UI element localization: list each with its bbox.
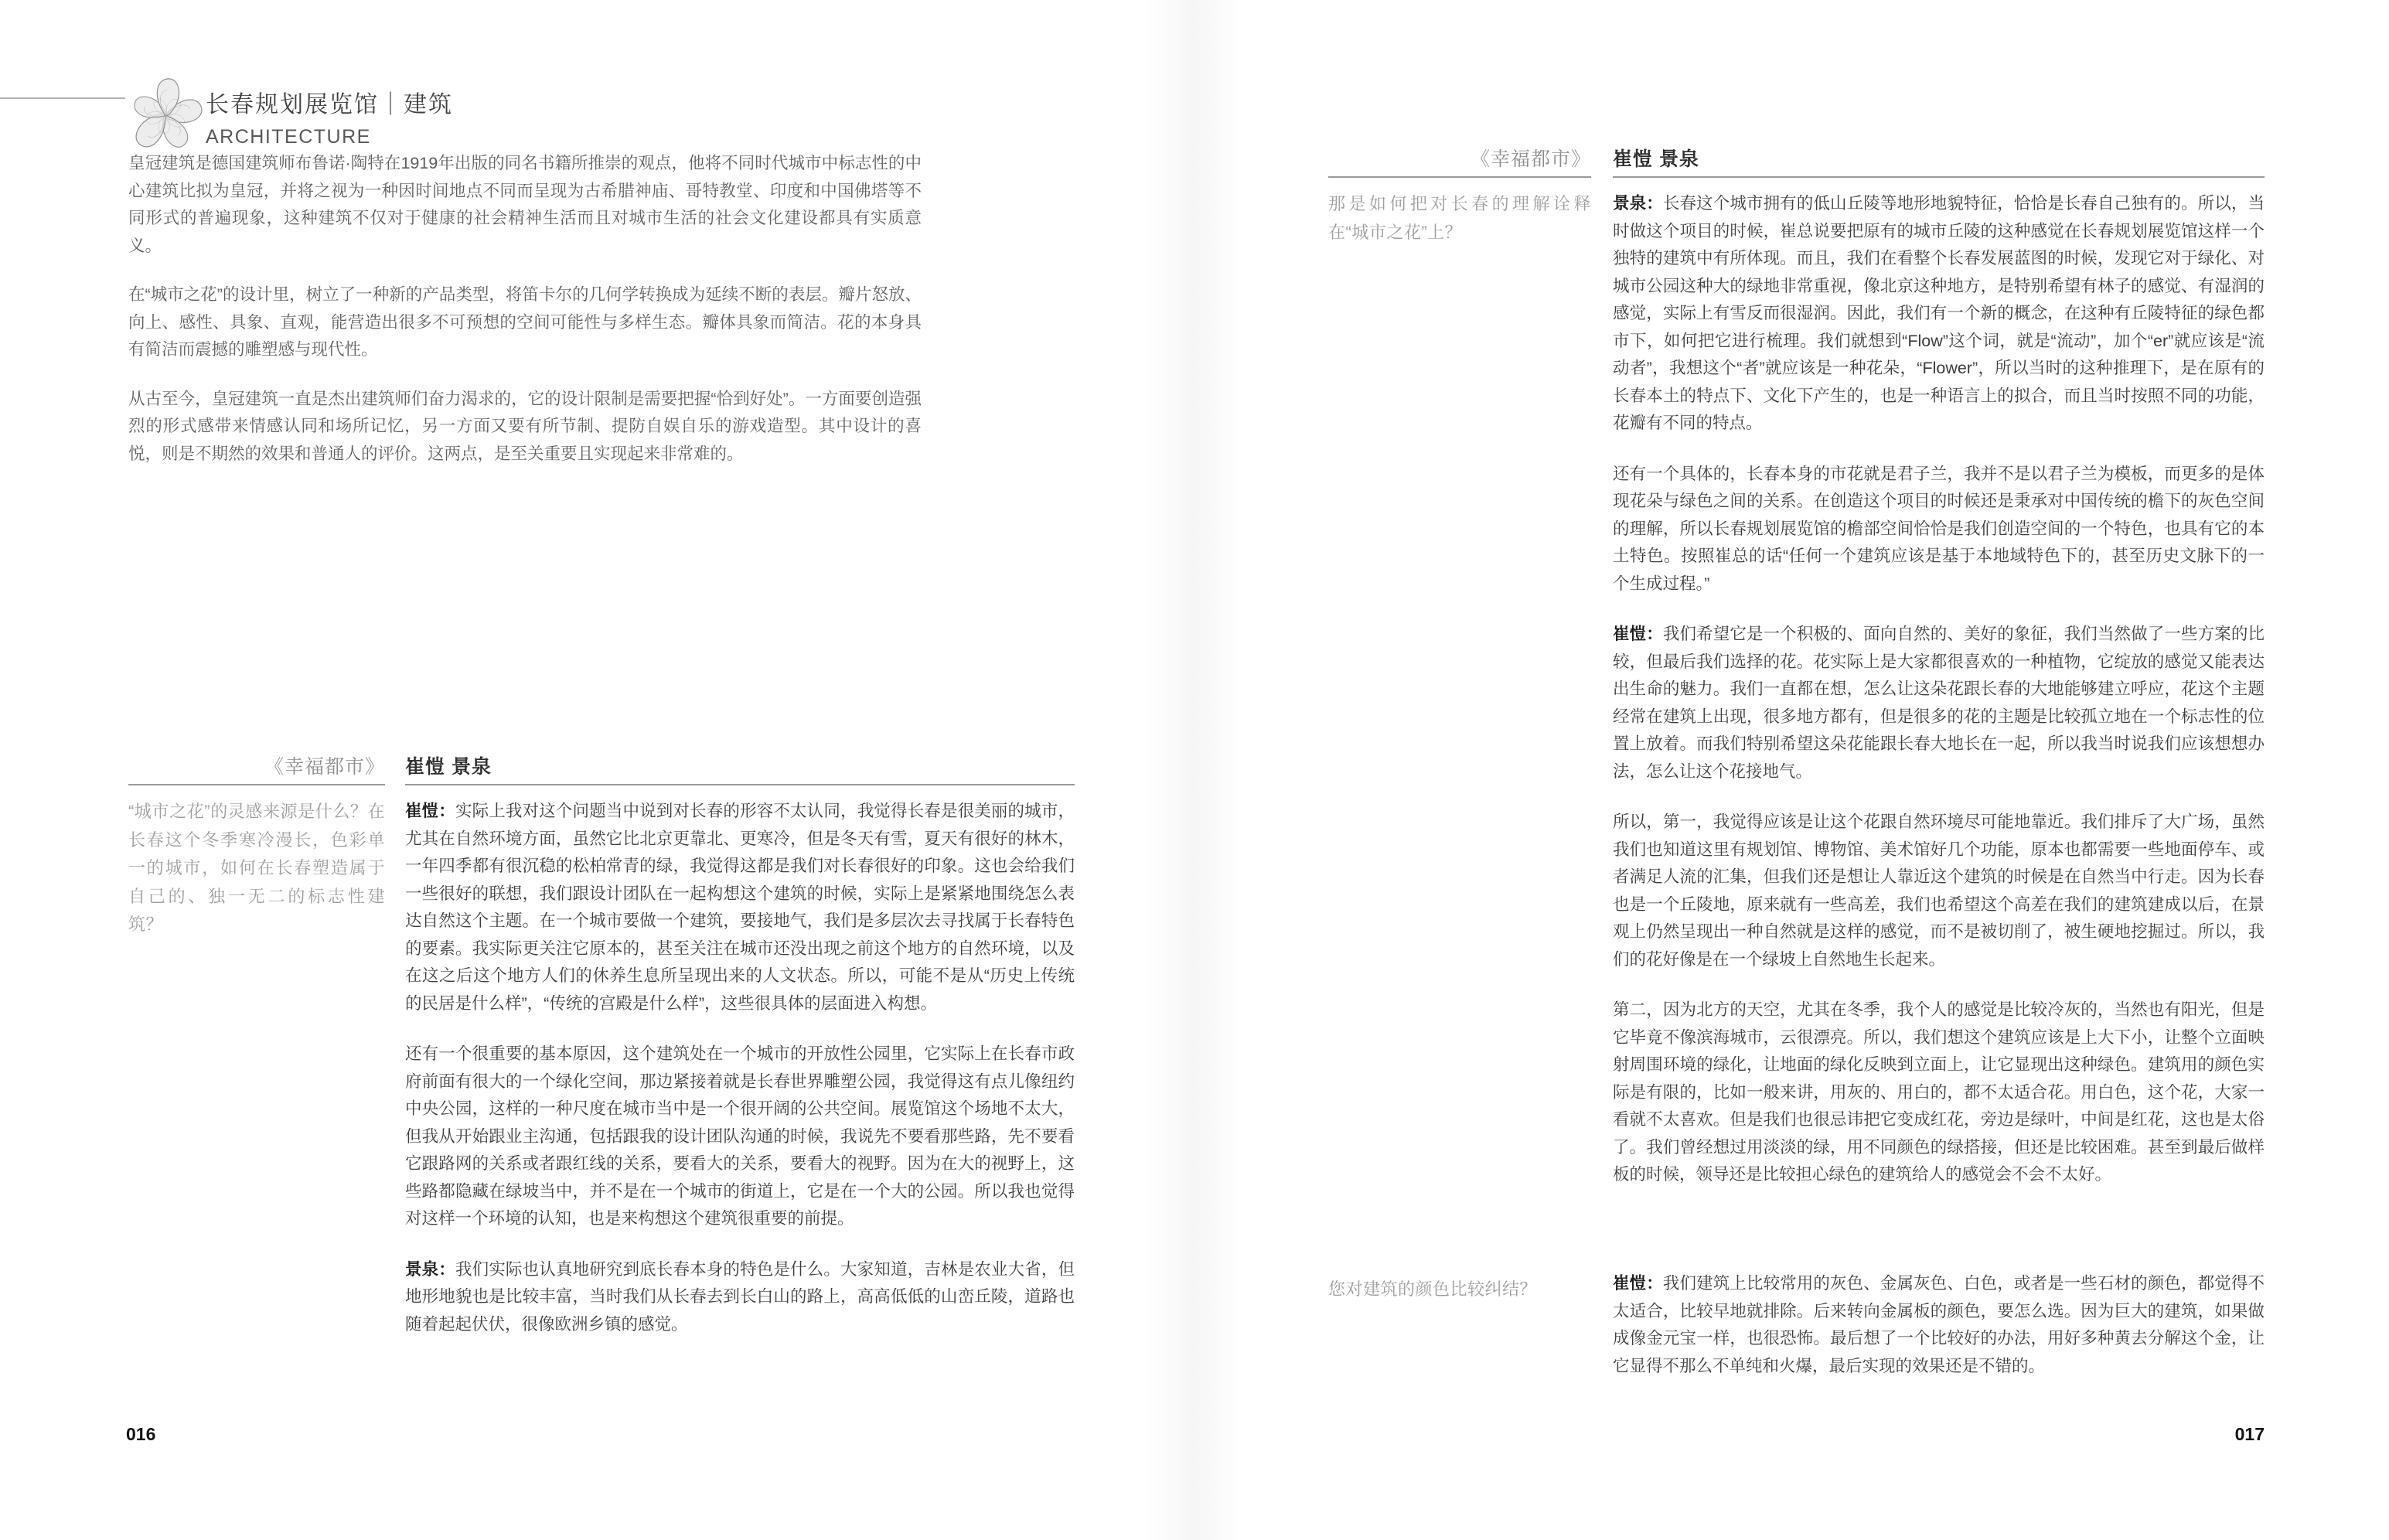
page-number-left: 016 — [126, 1424, 156, 1444]
answer-paragraph: 景泉：长春这个城市拥有的低山丘陵等地形地貌特征，恰恰是长春自己独有的。所以，当时做这个项目的时候，崔总说要把原有的城市丘陵的这种感觉在长春规划展览馆这样一个独特的建筑中有所体现。而且，我们在看整个长春发展蓝图的时候，发现它对于绿化、对城市公园这种大的绿地非常重视，像北京这种地方，是特别希望有林子的感觉、有湿润的感觉，实际上有雪反而很湿润。因此，我们有一个新的概念，在这种有丘陵特征的绿色都市下，如何把它进行梳理。我们就想到“Flow”这个词，就是“流动”，加个“er”就应该是“流动者”，我想这个“者”就应该是一种花朵，“Flower”，所以当时的这种推理下，是在原有的长春本土的特点下、文化下产生的，也是一种语言上的拟合，而且当时按照不同的功能，花瓣有不同的特点。 — [1613, 194, 2265, 432]
publication-title: 长春规划展览馆｜建筑 — [206, 92, 453, 118]
answer-body — [1613, 1270, 2265, 1380]
answer-paragraph: 崔愷：我们希望它是一个积极的、面向自然的、美好的象征，我们当然做了一些方案的比较，但最后我们选择的花。花实际上是大家都很喜欢的一种植物，它绽放的感觉又能表达出生命的魅力。我们一直都在想，怎么让这朵花跟长春的大地能够建立呼应，花这个主题经常在建筑上出现，很多地方都有，但是很多的花的主题是比较孤立地在一个标志性的位置上放着。而我们特别希望这朵花能跟长春大地长在一起，所以我当时说我们应该想想办法，怎么让这个花接地气。 — [1613, 625, 2265, 781]
interview-question: “城市之花”的灵感来源是什么？在长春这个冬季寒冷漫长，色彩单一的城市，如何在长春塑造属于自己的、独一无二的标志性建筑？ — [128, 802, 385, 934]
intro-paragraph: 皇冠建筑是德国建筑师布鲁诺·陶特在1919年出版的同名书籍所推崇的观点，他将不同时代城市中标志性的中心建筑比拟为皇冠，并将之视为一种因时间地点不同而呈现为古希腊神庙、哥特教堂、印度和中国佛塔等不同形式的普遍现象，这种建筑不仅对于健康的社会精神生活而且对城市生活的社会文化建设都具有实质意义。 — [128, 154, 922, 255]
right-answer-column — [1613, 148, 2265, 1189]
left-answer-column — [405, 756, 1075, 1338]
answer-paragraph: 崔愷：实际上我对这个问题当中说到对长春的形容不太认同，我觉得长春是很美丽的城市，尤其在自然环境方面，虽然它比北京更靠北、更寒冷，但是冬天有雪，夏天有很好的林木，一年四季都有很沉稳的松柏常青的绿，我觉得这都是我们对长春很好的印象。这也会给我们一些很好的联想，我们跟设计团队在一起构想这个建筑的时候，实际上是紧紧地围绕怎么表达自然这个主题。在一个城市要做一个建筑，要接地气，我们是多层次去寻找属于长春特色的要素。我实际更关注它原本的，甚至关注在城市还没出现之前这个地方的自然环境，以及在这之后这个地方人们的休养生息所呈现出来的人文状态。所以，可能不是从“历史上传统的民居是什么样”，“传统的宫殿是什么样”，这些很具体的层面进入构想。 — [405, 802, 1075, 1013]
divider-rule — [1613, 176, 2265, 178]
series-title: 《幸福都市》 — [1470, 148, 1591, 170]
interview-question: 那是如何把对长春的理解诠释在“城市之花”上？ — [1328, 194, 1591, 242]
answer-body — [1613, 190, 2265, 1189]
page-gutter-shadow — [1144, 0, 1245, 1540]
left-question-column — [128, 756, 385, 939]
intro-essay — [128, 150, 922, 489]
header-margin-rule — [0, 97, 125, 99]
speaker-label: 崔愷： — [1613, 625, 1663, 643]
right-answer2-column — [1613, 1270, 2265, 1380]
divider-rule — [405, 784, 1075, 785]
right-question2 — [1328, 1276, 1607, 1304]
answer-body — [405, 798, 1075, 1338]
answer-paragraph: 还有一个具体的，长春本身的市花就是君子兰，我并不是以君子兰为模板，而更多的是体现花朵与绿色之间的关系。在创造这个项目的时候还是秉承对中国传统的檐下的灰色空间的理解，所以长春规划展览馆的檐部空间恰恰是我们创造空间的一个特色，也具有它的本土特色。按照崔总的话“任何一个建筑应该是基于本地域特色下的，甚至历史文脉下的一个生成过程。” — [1613, 464, 2265, 593]
speaker-label: 景泉： — [405, 1259, 455, 1279]
masthead — [206, 85, 453, 148]
answer-paragraph: 还有一个很重要的基本原因，这个建筑处在一个城市的开放性公园里，它实际上在长春市政府前面有很大的一个绿化空间，那边紧接着就是长春世界雕塑公园，我觉得这有点儿像纽约中央公园，这样的一种尺度在城市当中是一个很开阔的公共空间。展览馆这个场地不太大，但我从开始跟业主沟通，包括跟我的设计团队沟通的时候，我说先不要看那些路，先不要看它跟路网的关系或者跟红线的关系，要看大的关系，要看大的视野。因为在大的视野上，这些路都隐藏在绿坡当中，并不是在一个城市的街道上，它是在一个大的公园。所以我也觉得对这样一个环境的认知，也是来构想这个建筑很重要的前提。 — [405, 1044, 1075, 1228]
answer-paragraph: 景泉：我们实际也认真地研究到底长春本身的特色是什么。大家知道，吉林是农业大省，但地形地貌也是比较丰富，当时我们从长春去到长白山的路上，高高低低的山峦丘陵，道路也随着起起伏伏，很像欧洲乡镇的感觉。 — [405, 1259, 1075, 1334]
page-number-right: 017 — [2234, 1424, 2265, 1444]
divider-rule — [128, 784, 385, 785]
right-question-column — [1328, 148, 1591, 247]
intro-paragraph: 在“城市之花”的设计里，树立了一种新的产品类型，将笛卡尔的几何学转换成为延续不断的表层。瓣片怒放、向上、感性、具象、直观，能营造出很多不可预想的空间可能性与多样生态。瓣体具象而简洁。花的本身具有简洁而震撼的雕塑感与现代性。 — [128, 285, 922, 359]
speakers-heading: 崔愷 景泉 — [1613, 148, 1699, 170]
speakers-heading: 崔愷 景泉 — [405, 756, 492, 778]
intro-paragraph: 从古至今，皇冠建筑一直是杰出建筑师们奋力渴求的，它的设计限制是需要把握“恰到好处”。一方面要创造强烈的形式感带来情感认同和场所记忆，另一方面又要有所节制、提防自娱自乐的游戏造型。其中设计的喜悦，则是不期然的效果和普通人的评价。这两点，是至关重要且实现起来非常难的。 — [128, 389, 922, 463]
series-title: 《幸福都市》 — [264, 756, 385, 778]
answer-paragraph: 所以，第一，我觉得应该是让这个花跟自然环境尽可能地靠近。我们排斥了大广场，虽然我们也知道这里有规划馆、博物馆、美术馆好几个功能，原本也都需要一些地面停车、或者满足人流的汇集，但我们还是想让人靠近这个建筑的时候是在自然当中行走。因为长春也是一个丘陵地，原来就有一些高差，我们也希望这个高差在我们的建筑建成以后，在景观上仍然呈现出一种自然就是这样的感觉，而不是被切削了，被生硬地挖掘过。所以，我们的花好像是在一个绿坡上自然地生长起来。 — [1613, 813, 2265, 969]
speaker-label: 崔愷： — [1613, 1274, 1663, 1293]
answer-paragraph: 崔愷：我们建筑上比较常用的灰色、金属灰色、白色，或者是一些石材的颜色，都觉得不太适合，比较早地就排除。后来转向金属板的颜色，要怎么选。因为巨大的建筑，如果做成像金元宝一样，也很恐怖。最后想了一个比较好的办法，用好多种黄去分解这个金，让它显得不那么不单纯和火爆，最后实现的效果还是不错的。 — [1613, 1274, 2265, 1375]
answer-paragraph: 第二，因为北方的天空，尤其在冬季，我个人的感觉是比较冷灰的，当然也有阳光，但是它毕竟不像滨海城市，云很漂亮。所以，我们想这个建筑应该是上大下小，让整个立面映射周围环境的绿化，让地面的绿化反映到立面上，让它显现出这种绿色。建筑用的颜色实际是有限的，比如一般来讲，用灰的、用白的，都不太适合花。用白色，这个花，大家一看就不太喜欢。但是我们也很忌讳把它变成红花，旁边是绿叶，中间是红花，这也是太俗了。我们曾经想过用淡淡的绿，用不同颜色的绿搭接，但还是比较困难。甚至到最后做样板的时候，领导还是比较担心绿色的建筑给人的感觉会不会不太好。 — [1613, 1000, 2265, 1184]
speaker-label: 景泉： — [1613, 194, 1663, 213]
speaker-label: 崔愷： — [405, 802, 455, 820]
divider-rule — [1328, 176, 1591, 178]
publication-subtitle: ARCHITECTURE — [206, 126, 371, 148]
swirl-flower-logo-icon — [127, 68, 204, 158]
interview-question: 您对建筑的颜色比较纠结？ — [1328, 1279, 1538, 1299]
